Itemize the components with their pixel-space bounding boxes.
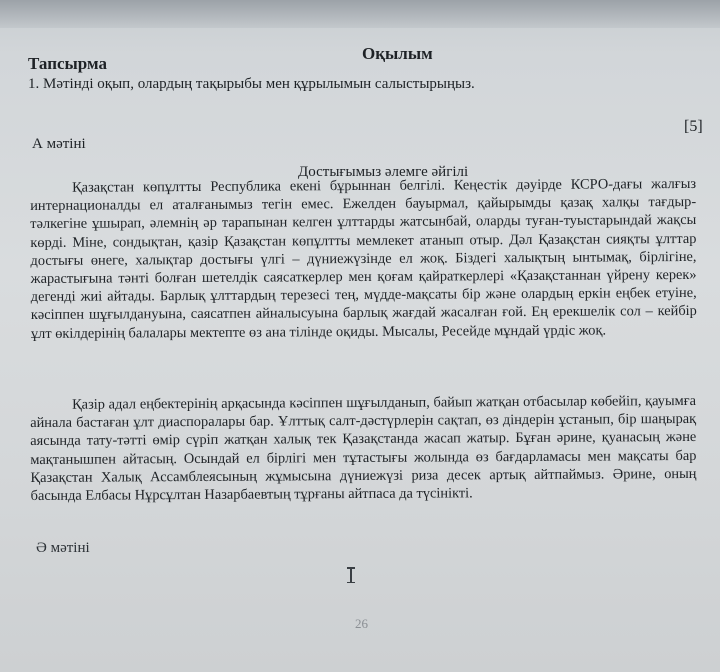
task-title: Тапсырма xyxy=(28,54,107,73)
page-number: 26 xyxy=(355,616,368,631)
paragraph-1-text: Қазақстан көпұлтты Республика екені бұрыннан белгілі. Кеңестік дәуірде КСРО-дағы жалғыз интернационалды ел аталғанымыз тегін емес. Ежелден бауырмал, қайырымды қазақ халқы тағдыр-тәлкегіне ұшырап, әлемнің әр тарапынан келген ұлттарды жатсынбай, оларды туған-туыстарындай жақсы көрді. Міне, сондықтан, қазір Қазақстан көпұлтты мемлекет атанып отыр. Дәл Қазақстан сияқты ұлттар достығы өнеге, халықтар достығы үлгі – дүниежүзінде ел жоқ. Біздегі халықтың ынтымақ, бірлігіне, жарастығына тәнті болған шетелдік саясаткерлер мен қоғам қайраткерлері «Қазақстаннан үйрену керек» дегенді жиі айтады. Барлық ұлттардың терезесі тең, мүдде-мақсаты бір және олардың еркін еңбек етуіне, кәсіппен шұғылдануына, саясатпен айналысуына барлық жағдай жасалған ғой. Ең ерекшелік сол – кейбір ұлт өкілдерінің балалары мектепте өз ана тілінде оқиды. Мысалы, Ресейде мұндай үрдіс жоқ. xyxy=(30,175,697,342)
text-a-paragraph-2 xyxy=(30,392,697,505)
section-heading: Оқылым xyxy=(362,44,433,63)
text-a-paragraph-1 xyxy=(30,175,697,343)
text-a-label: А мәтіні xyxy=(32,136,86,152)
score-marks: [5] xyxy=(684,118,703,135)
paragraph-2-text: Қазір адал еңбектерінің арқасында кәсіппен шұғылданып, байып жатқан отбасылар көбейіп, қауымға айнала бастаған ұлт диаспоралары бар. Ұлттық салт-дәстүрлерін сақтап, өз діндерін ұстанып, бір шаңырақ аясында тату-тәтті өмір сүріп жатқан халық тек Қазақстанда жасап жатыр. Бұған әрине, қуанасың және мақтанышпен айтасың. Осындай ел бірлігі мен тұтастығы жолында өз бағдарламасы мен мақсаты бар Қазақстан Халық Ассамблеясының жұмысына дүниежүзі риза десек артық айтпаймыз. Әрине, оның басында Елбасы Нұрсұлтан Назарбаевтың тұрғаны айтпаса да түсінікті. xyxy=(30,392,697,505)
task-instruction: 1. Мәтінді оқып, олардың тақырыбы мен құрылымын салыстырыңыз. xyxy=(28,76,475,92)
text-b-label: Ә мәтіні xyxy=(36,540,90,556)
page-top-shadow xyxy=(0,0,720,28)
text-cursor-icon xyxy=(350,567,352,583)
text-a-title: Достығымыз әлемге әйгілі xyxy=(298,164,469,180)
